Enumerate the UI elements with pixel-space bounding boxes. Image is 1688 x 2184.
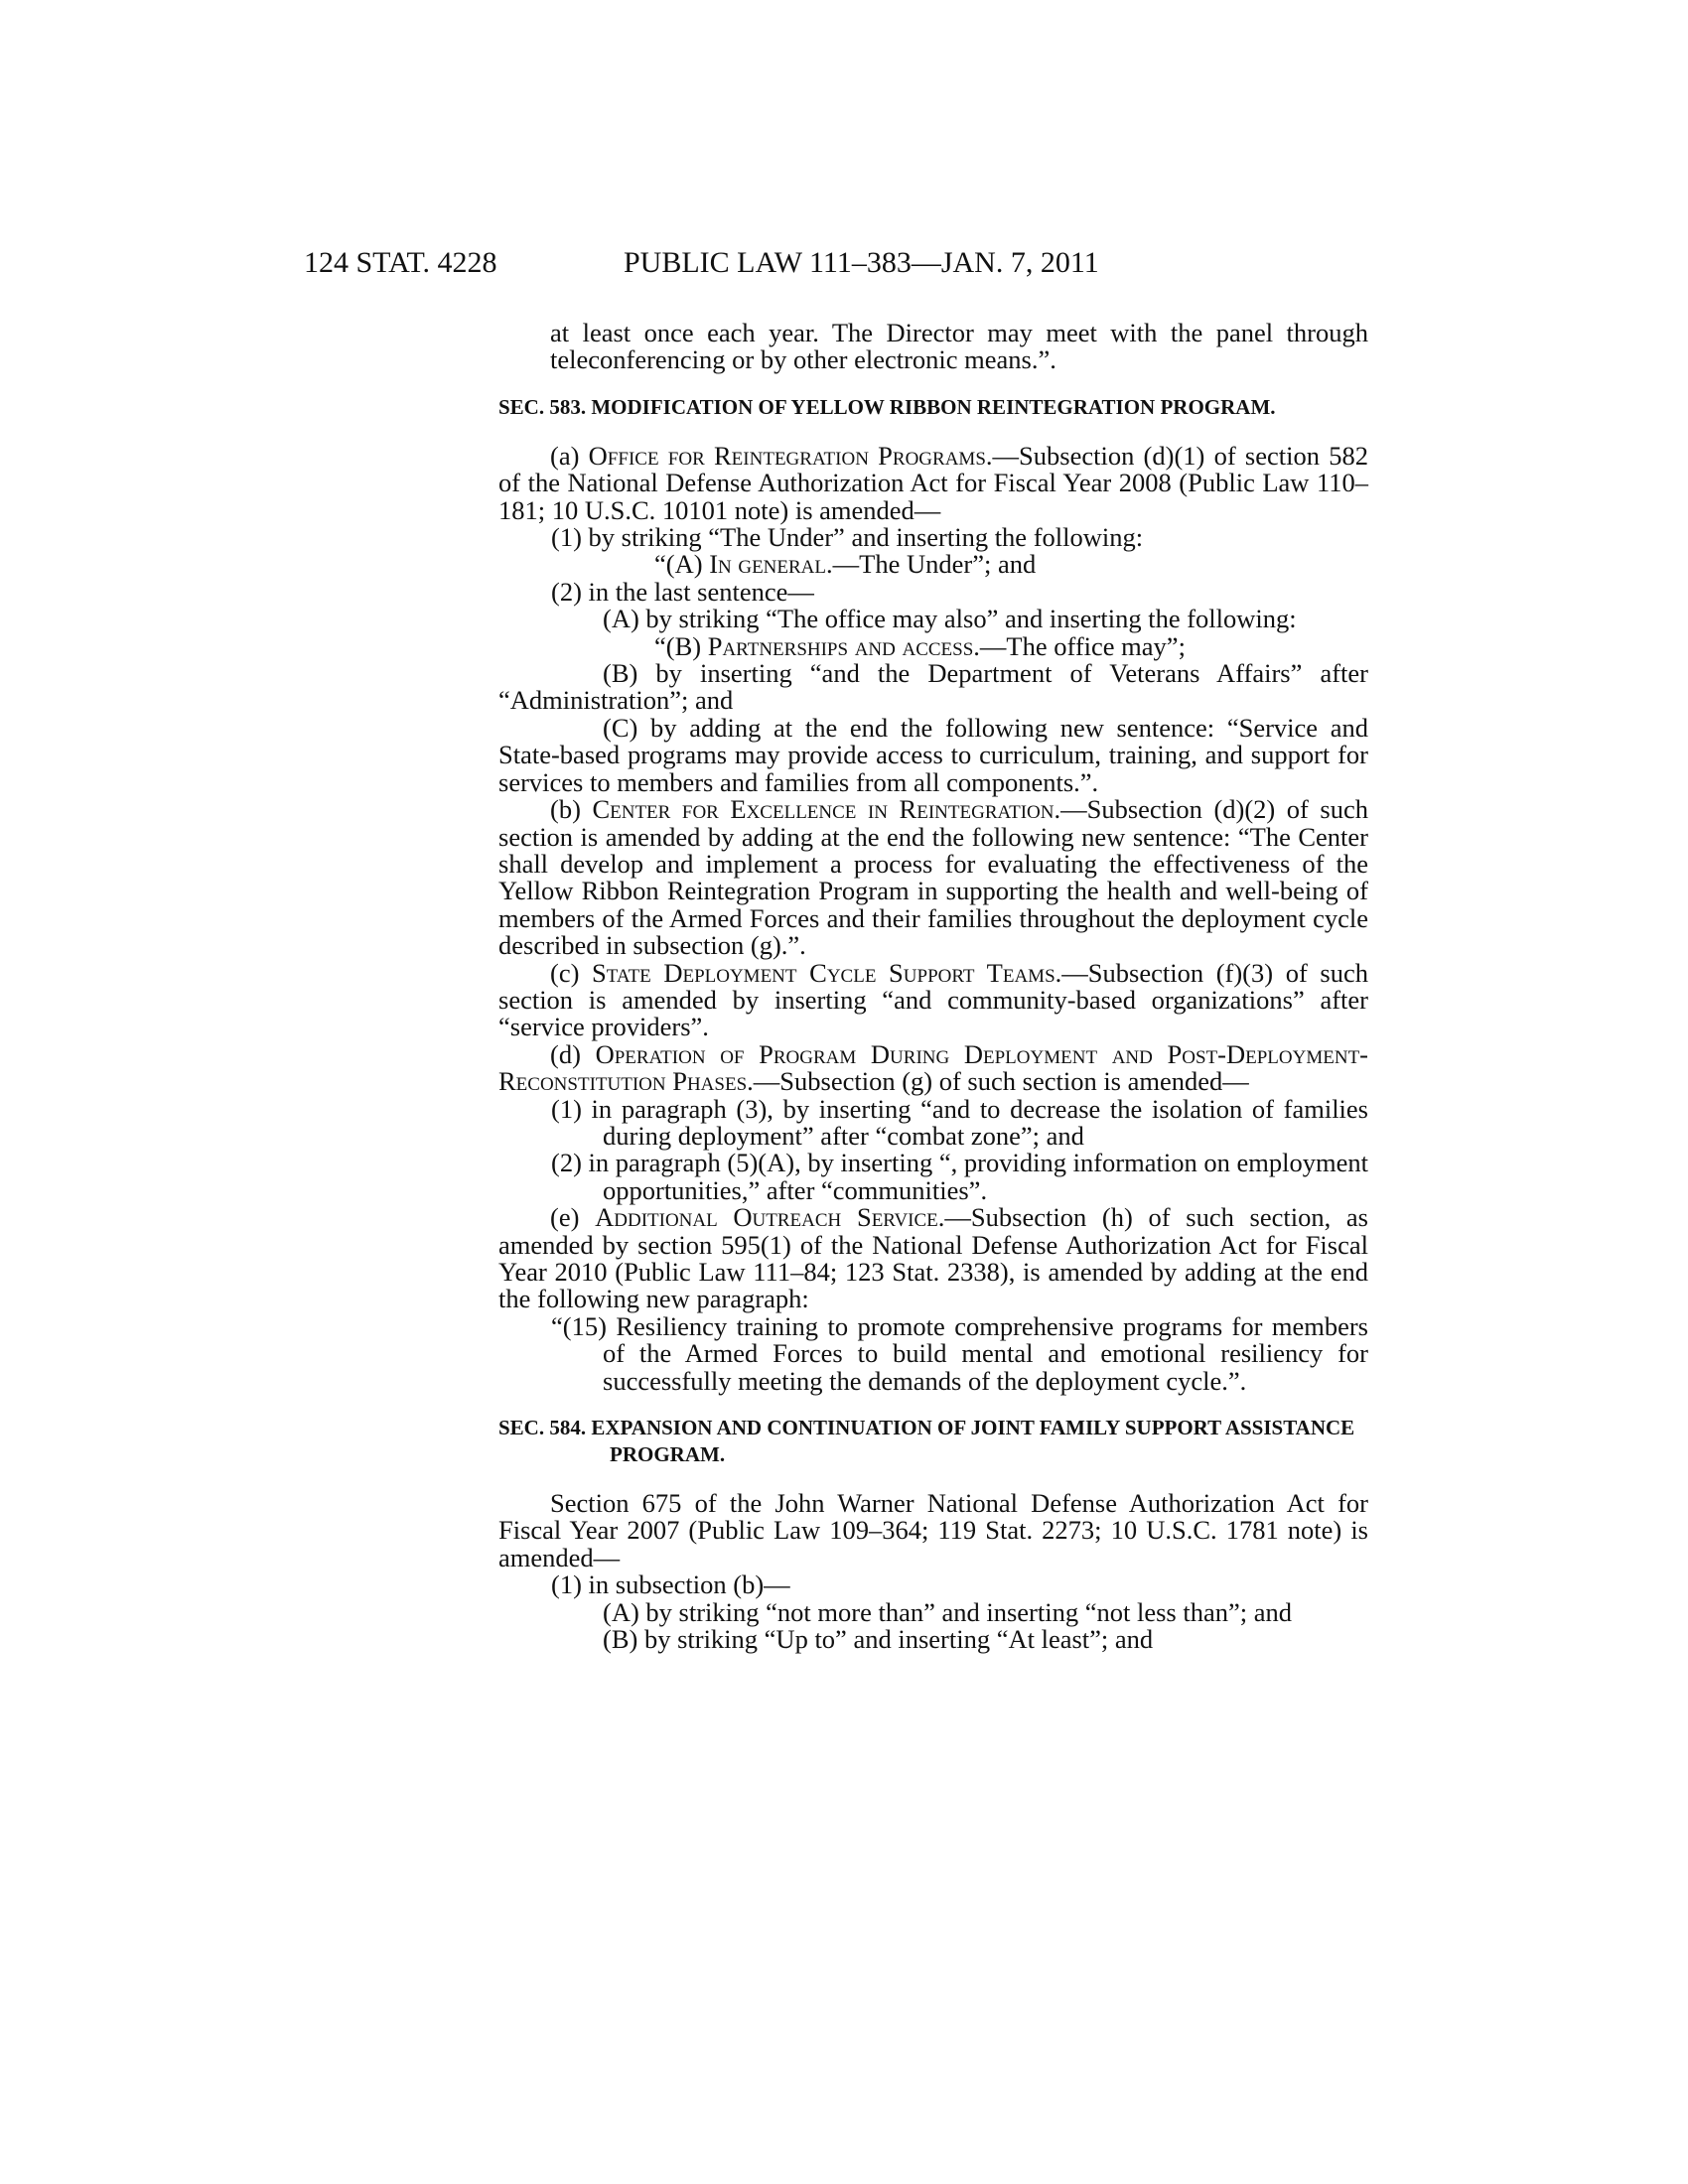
subsection-b-text: .—Subsection (d)(2) of such section is amended by adding at the end the following new sentence: “The Center shall develop and implement a process for evaluating the effectiveness of the Yellow Ribbon Reintegration Program in supporting the health and well-being of members of the Armed Forces and their families throughout the deployment cycle described in subsection (g).”. — [498, 794, 1369, 961]
subsection-c-label: (c) — [550, 957, 593, 988]
subparagraph-584-1A: (A) by striking “not more than” and inserting “not less than”; and — [603, 1596, 1292, 1627]
statute-reference: 124 STAT. 4228 — [304, 246, 497, 279]
subsection-a-caption: Office for Reintegration Programs — [588, 440, 986, 471]
document-body — [498, 320, 1368, 1653]
page-header — [0, 246, 1688, 286]
paragraph-584-1: (1) in subsection (b)— — [551, 1570, 790, 1600]
subsection-d-label: (d) — [550, 1038, 596, 1069]
subsection-d — [498, 1038, 1368, 1097]
subsection-c-text: .—Subsection (f)(3) of such section is amended by inserting “and community-based organizations” after “service providers”. — [498, 957, 1368, 1042]
subsection-a — [498, 440, 1368, 525]
subsection-a-text: .—Subsection (d)(1) of section 582 of the National Defense Authorization Act for Fiscal Year 2008 (Public Law 110–181; 10 U.S.C. 10101 note) is amended— — [498, 440, 1368, 525]
running-head: PUBLIC LAW 111–383—JAN. 7, 2011 — [624, 246, 1099, 279]
subsection-b — [498, 796, 1368, 959]
paragraph-a1: (1) by striking “The Under” and inserting the following: — [551, 522, 1144, 553]
subparagraph-a2B: (B) by inserting “and the Department of Veterans Affairs” after “Administration”; and — [498, 658, 1368, 716]
subsection-e-caption: Additional Outreach Service — [595, 1202, 938, 1233]
quoted-a1 — [498, 551, 1368, 578]
subsection-c-caption: State Deployment Cycle Support Teams — [592, 957, 1055, 988]
subparagraph-a2C: (C) by adding at the end the following new sentence: “Service and State-based programs may provide access to curriculum, training, and support for services to members and families from all components.”. — [498, 712, 1368, 797]
quoted-a1-caption: In general — [709, 549, 827, 580]
quoted-a1-text: .—The Under”; and — [826, 549, 1037, 580]
quoted-a2A-label: “(B) — [654, 630, 708, 661]
subsection-c — [498, 957, 1368, 1042]
subparagraph-a2A: (A) by striking “The office may also” and inserting the following: — [603, 604, 1297, 634]
subsection-b-label: (b) — [550, 794, 593, 825]
subsection-e-label: (e) — [550, 1202, 596, 1233]
subsection-d-caption: Operation of Program During Deployment and Post-Deployment-Reconstitution Phases — [498, 1038, 1368, 1097]
subsection-d-text: .—Subsection (g) of such section is amended— — [747, 1066, 1249, 1097]
subsection-e-text: .—Subsection (h) of such section, as amended by section 595(1) of the National Defense Authorization Act for Fiscal Year 2010 (Public Law 111–84; 123 Stat. 2338), is amended by adding at the end the following new paragraph: — [498, 1202, 1368, 1314]
paragraph-d2: (2) in paragraph (5)(A), by inserting “, providing information on employment opportunities,” after “communities”. — [551, 1148, 1368, 1205]
subsection-a-label: (a) — [550, 440, 589, 471]
quoted-a2A — [498, 630, 1368, 661]
subsection-e — [498, 1204, 1368, 1313]
quoted-paragraph-15: “(15) Resiliency training to promote comprehensive programs for members of the Armed Forces to build mental and emotional resiliency for successfully meeting the demands of the deployment cycle.”. — [551, 1310, 1368, 1396]
subparagraph-584-1B: (B) by striking “Up to” and inserting “At least”; and — [603, 1624, 1154, 1655]
quoted-a1-label: “(A) — [654, 549, 710, 580]
section-584-intro: Section 675 of the John Warner National Defense Authorization Act for Fiscal Year 2007 (Public Law 109–364; 119 Stat. 2273; 10 U.S.C. 1781 note) is amended— — [498, 1488, 1368, 1572]
quoted-a2A-text: .—The office may”; — [973, 630, 1186, 661]
paragraph-d1: (1) in paragraph (3), by inserting “and to decrease the isolation of families during deployment” after “combat zone”; and — [551, 1093, 1368, 1151]
section-583-heading: SEC. 583. MODIFICATION OF YELLOW RIBBON REINTEGRATION PROGRAM. — [498, 394, 1276, 419]
carry-over-paragraph: at least once each year. The Director may meet with the panel through teleconferencing or by other electronic means.”. — [550, 318, 1368, 375]
quoted-a2A-caption: Partnerships and access — [707, 630, 974, 661]
subsection-b-caption: Center for Excellence in Reintegration — [592, 794, 1055, 825]
section-584-heading: SEC. 584. EXPANSION AND CONTINUATION OF JOINT FAMILY SUPPORT ASSISTANCE PROGRAM. — [498, 1416, 1355, 1467]
paragraph-a2: (2) in the last sentence— — [551, 576, 814, 607]
